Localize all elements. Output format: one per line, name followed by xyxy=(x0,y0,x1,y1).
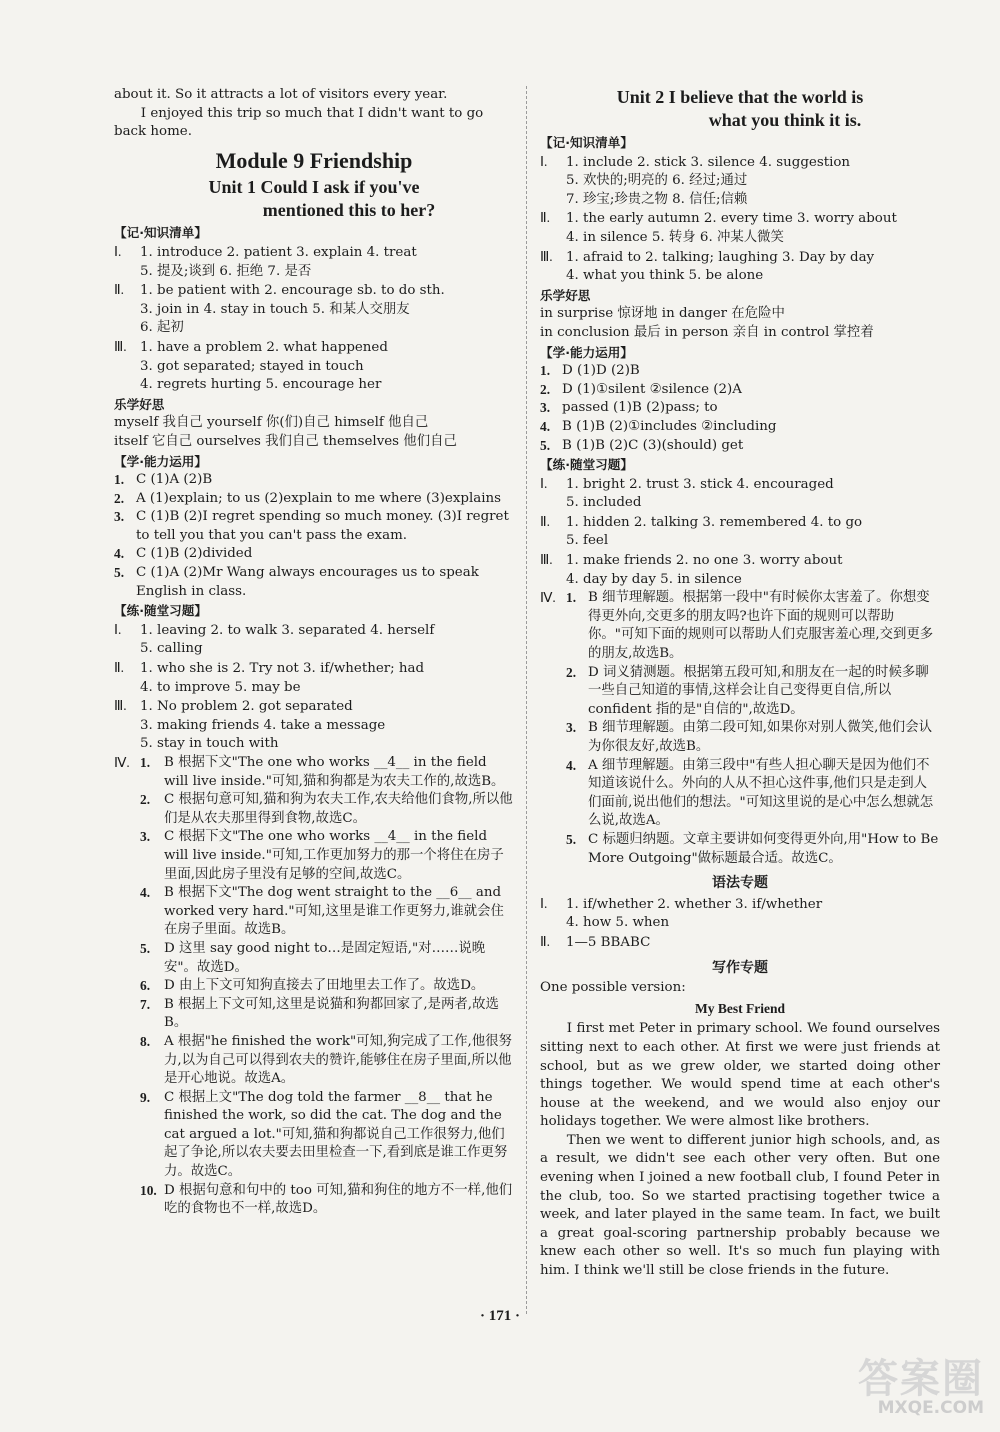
unit1-title-line1: Unit 1 Could I ask if you've xyxy=(208,177,420,198)
section-lian-heading: 【练·随堂习题】 xyxy=(540,457,633,473)
list-item xyxy=(540,267,940,286)
list-item xyxy=(114,281,514,301)
list-item xyxy=(540,532,940,551)
answer-text: 5. feel xyxy=(566,533,609,549)
unit2-title-line1: Unit 2 I believe that the world is xyxy=(616,87,864,107)
essay-paragraph: I first met Peter in primary school. We found ourselves sitting next to each other. At first we were just friends at school, but as we grew older, we started doing other things together. We would spend time at each other's house at the weekend, and we would also enjoy our holidays together. We were almost like brothers. xyxy=(540,1021,940,1130)
list-item xyxy=(540,475,940,495)
list-item xyxy=(114,301,514,320)
list-item xyxy=(540,571,940,590)
section-ji-heading: 【记·知识清单】 xyxy=(540,135,633,150)
list-item xyxy=(540,719,940,756)
answer-text: D 由上下文可知狗直接去了田地里去工作了。故选D。 xyxy=(164,978,485,994)
unit1-title xyxy=(114,176,514,222)
watermark xyxy=(858,1347,984,1418)
list-item xyxy=(114,828,514,884)
list-item xyxy=(540,513,940,533)
list-item xyxy=(540,589,940,663)
watermark-url: MXQE.COM xyxy=(877,1398,984,1418)
list-item xyxy=(540,933,940,953)
list-item xyxy=(540,209,940,229)
item-number: 1. xyxy=(114,472,125,488)
list-item xyxy=(114,471,514,490)
answer-text: 1. introduce 2. patient 3. explain 4. treat xyxy=(140,244,417,260)
item-number: 5. xyxy=(114,565,125,581)
right-column xyxy=(540,86,940,1281)
answer-text: 4. what you think 5. be alone xyxy=(566,268,764,284)
list-item xyxy=(114,884,514,940)
roman-numeral: Ⅰ. xyxy=(540,475,548,491)
answer-text: 5. 提及;谈到 6. 拒绝 7. 是否 xyxy=(140,263,312,279)
unit2-title-line2: what you think it is. xyxy=(708,110,862,130)
list-item xyxy=(114,376,514,395)
answer-text: D (1)D (2)B xyxy=(562,363,640,379)
roman-numeral: Ⅲ. xyxy=(114,338,127,354)
list-item xyxy=(540,831,940,868)
list-item xyxy=(114,659,514,679)
answer-text: 5. calling xyxy=(140,641,203,657)
answer-text: 4. day by day 5. in silence xyxy=(566,571,742,587)
item-number: 5. xyxy=(566,831,577,847)
list-item xyxy=(114,490,514,509)
list-item xyxy=(114,1182,514,1219)
item-number: 4. xyxy=(566,757,577,773)
list-item: itself 它自己 ourselves 我们自己 themselves 他们自己 xyxy=(114,433,457,449)
list-item xyxy=(540,418,940,437)
roman-numeral: Ⅲ. xyxy=(114,698,127,714)
answer-text: 1. the early autumn 2. every time 3. worry about xyxy=(566,211,897,227)
section-lian-heading: 【练·随堂习题】 xyxy=(114,603,207,619)
item-number: 10. xyxy=(140,1182,157,1198)
item-number: 2. xyxy=(114,490,125,506)
iv-list xyxy=(114,754,514,1219)
answer-text: C (1)A (2)B xyxy=(136,472,213,488)
answer-text: 1. afraid to 2. talking; laughing 3. Day by day xyxy=(566,249,875,265)
list-item xyxy=(114,940,514,977)
answer-text: 1. make friends 2. no one 3. worry about xyxy=(566,553,843,569)
section-xue-heading: 【学·能力运用】 xyxy=(114,453,207,469)
list-item xyxy=(114,640,514,659)
answer-text: C 根据句意可知,猫和狗为农夫工作,农夫给他们食物,所以他们是从农夫那里得到食物,故选C。 xyxy=(164,792,513,826)
answer-text: C (1)A (2)Mr Wang always encourages us to speak English in class. xyxy=(136,565,479,599)
answer-text: 4. regrets hurting 5. encourage her xyxy=(140,377,382,393)
answer-text: D 根据句意和句中的 too 可知,猫和狗住的地方不一样,他们吃的食物也不一样,故选D。 xyxy=(164,1182,513,1217)
answer-text: 1. bright 2. trust 3. stick 4. encouraged xyxy=(566,476,834,492)
roman-numeral: Ⅲ. xyxy=(540,248,553,264)
answer-text: B 细节理解题。由第二段可知,如果你对别人微笑,他们会认为你很友好,故选B。 xyxy=(588,720,932,754)
item-number: 1. xyxy=(540,363,551,379)
list-item xyxy=(114,754,514,791)
answer-text: 4. in silence 5. 转身 6. 冲某人微笑 xyxy=(566,229,784,245)
roman-numeral: Ⅰ. xyxy=(540,895,548,911)
list-item xyxy=(540,362,940,381)
list-item xyxy=(114,996,514,1033)
answer-text: 3. making friends 4. take a message xyxy=(140,717,386,733)
answer-text: A 细节理解题。由第三段中"有些人担心聊天是因为他们不知道该说什么。外向的人从不担心这件事,他们只是走到人们面前,说出他们的想法。"可知这里说的是心中怎么想就怎么说,故选A。 xyxy=(588,757,934,829)
answer-text: 1. have a problem 2. what happened xyxy=(140,339,388,355)
roman-numeral: Ⅱ. xyxy=(114,282,124,298)
list-item xyxy=(114,545,514,564)
answer-text: 5. 欢快的;明亮的 6. 经过;通过 xyxy=(566,173,748,189)
item-number: 9. xyxy=(140,1089,151,1105)
item-number: 5. xyxy=(140,940,151,956)
item-number: 3. xyxy=(114,509,125,525)
answer-text: 3. join in 4. stay in touch 5. 和某人交朋友 xyxy=(140,301,410,317)
list-item xyxy=(114,717,514,736)
answer-text: 4. to improve 5. may be xyxy=(140,679,301,695)
answer-text: A 根据"he finished the work"可知,狗完成了工作,他很努力,以为自己可以得到农夫的赞许,能够住在房子里面,所以他是开心地说。故选A。 xyxy=(164,1033,512,1087)
roman-numeral: Ⅰ. xyxy=(114,621,122,637)
answer-text: C 根据下文"The one who works __4__ in the field will live inside."可知,工作更加努力的那一个将住在房子里面,因此房子里没有足够的空间,故选C。 xyxy=(164,829,504,882)
item-number: 4. xyxy=(140,885,151,901)
list-item xyxy=(114,508,514,545)
list-item xyxy=(540,248,940,268)
list-item xyxy=(114,358,514,377)
list-item xyxy=(114,338,514,358)
answer-text: A (1)explain; to us (2)explain to me where (3)explains xyxy=(136,490,502,506)
roman-numeral: Ⅱ. xyxy=(540,933,550,949)
answer-text: 1. hidden 2. talking 3. remembered 4. to go xyxy=(566,514,863,530)
section-ji-heading: 【记·知识清单】 xyxy=(114,225,207,241)
list-item xyxy=(114,1033,514,1089)
ji-list xyxy=(114,243,514,395)
roman-numeral: Ⅱ. xyxy=(540,513,550,529)
answer-text: B 根据下文"The dog went straight to the __6__ and worked very hard."可知,这里是谁工作更努力,谁就会住在房子里面。故选B。 xyxy=(164,885,504,938)
list-item xyxy=(114,1089,514,1182)
item-number: 7. xyxy=(140,996,151,1012)
module-title: Module 9 Friendship xyxy=(215,147,413,173)
answer-text: B (1)B (2)C (3)(should) get xyxy=(562,437,744,453)
answer-text: C (1)B (2)I regret spending so much money. (3)I regret to tell you that you can't pass the exam. xyxy=(136,509,509,543)
item-number: 1. xyxy=(140,755,151,770)
list-item xyxy=(540,399,940,418)
answer-text: D 词义猜测题。根据第五段可知,和朋友在一起的时候多聊一些自己知道的事情,这样会让自己变得更自信,所以 confident 指的是"自信的",故选D。 xyxy=(588,664,929,717)
list-item xyxy=(540,551,940,571)
answer-text: 3. got separated; stayed in touch xyxy=(140,358,364,374)
list-item xyxy=(114,977,514,996)
item-number: 4. xyxy=(540,418,551,434)
roman-numeral: Ⅱ. xyxy=(540,210,550,226)
answer-text: 1. No problem 2. got separated xyxy=(140,699,353,715)
list-item xyxy=(540,895,940,915)
answer-text: 1. include 2. stick 3. silence 4. suggestion xyxy=(566,154,851,170)
list-item xyxy=(114,621,514,641)
roman-numeral: Ⅰ. xyxy=(114,243,122,259)
answer-text: 5. stay in touch with xyxy=(140,736,279,752)
answer-text: C 根据上文"The dog told the farmer __8__ that he finished the work, so did the cat. The dog and the cat argued a lot."可知,猫和狗都说自己工作很努力,他们起了争论,所以农夫要去田里检查一下,看到底是谁工作更努力。故选C。 xyxy=(164,1089,508,1180)
page-number: · 171 · xyxy=(479,1308,520,1324)
roman-numeral: Ⅲ. xyxy=(540,552,553,568)
column-divider xyxy=(526,86,527,1314)
list-item xyxy=(114,243,514,263)
item-number: 8. xyxy=(140,1033,151,1049)
intro-line-1: about it. So it attracts a lot of visitors every year. xyxy=(114,87,448,102)
intro-line-2: I enjoyed this trip so much that I didn't want to go back home. xyxy=(114,105,484,140)
list-item xyxy=(114,564,514,601)
section-le-heading: 乐学好思 xyxy=(540,287,591,303)
list-item xyxy=(114,263,514,282)
list-item: in surprise 惊讶地 in danger 在危险中 xyxy=(540,306,785,322)
answer-text: B (1)B (2)①includes ②including xyxy=(562,418,777,434)
roman-numeral: Ⅰ. xyxy=(540,153,548,169)
roman-numeral: Ⅳ. xyxy=(540,590,556,606)
essay-paragraph: Then we went to different junior high schools, and, as a result, we didn't see each other very often. But one evening when I joined a new football club, I found Peter in the club, too. So we started practising together twice a week, and later played in the same team. In fact, we built a great goal-scoring partnership probably because we knew each other so well. It's so much fun playing with him. I think we'll still be close friends in the future. xyxy=(540,1132,940,1279)
item-number: 2. xyxy=(140,792,151,808)
list-item xyxy=(540,494,940,513)
answer-text: 7. 珍宝;珍贵之物 8. 信任;信赖 xyxy=(566,191,748,207)
answer-text: D (1)①silent ②silence (2)A xyxy=(562,381,742,397)
item-number: 5. xyxy=(540,437,551,453)
item-number: 2. xyxy=(540,381,551,397)
list-item xyxy=(114,697,514,717)
list-item xyxy=(540,229,940,248)
item-number: 3. xyxy=(140,829,151,845)
list-item xyxy=(540,757,940,831)
answer-text: 1. be patient with 2. encourage sb. to do sth. xyxy=(140,283,445,299)
list-item: myself 我自己 yourself 你(们)自己 himself 他自己 xyxy=(114,415,429,431)
grammar-heading: 语法专题 xyxy=(712,875,768,892)
list-item xyxy=(540,914,940,933)
answer-text: 6. 起初 xyxy=(140,320,184,336)
answer-text: D 这里 say good night to…是固定短语,"对……说晚安"。故选D。 xyxy=(164,940,486,975)
answer-text: B 根据上下文可知,这里是说猫和狗都回家了,是两者,故选B。 xyxy=(164,996,499,1031)
roman-numeral: Ⅱ. xyxy=(114,660,124,676)
list-item xyxy=(114,679,514,698)
answer-text: 1. who she is 2. Try not 3. if/whether; had xyxy=(140,661,425,677)
left-column xyxy=(114,86,514,1219)
answer-text: 5. included xyxy=(566,495,642,511)
item-number: 2. xyxy=(566,664,577,680)
watermark-logo: 答案圈 xyxy=(858,1356,984,1402)
answer-text: 1—5 BBABC xyxy=(566,934,651,950)
list-item xyxy=(540,381,940,400)
answer-text: passed (1)B (2)pass; to xyxy=(562,400,718,416)
answer-text: 1. leaving 2. to walk 3. separated 4. herself xyxy=(140,622,435,638)
answer-text: C 标题归纳题。文章主要讲如何变得更外向,用"How to Be More Outgoing"做标题最合适。故选C。 xyxy=(588,831,939,866)
answer-text: 4. how 5. when xyxy=(566,915,670,931)
answer-text: C (1)B (2)divided xyxy=(136,546,253,562)
answer-text: B 根据下文"The one who works __4__ in the field will live inside."可知,猫和狗都是为农夫工作的,故选B。 xyxy=(164,755,505,789)
list-item xyxy=(114,319,514,338)
item-number: 6. xyxy=(140,978,151,994)
item-number: 3. xyxy=(566,720,577,736)
list-item: in conclusion 最后 in person 亲自 in control 掌控着 xyxy=(540,324,874,340)
essay-body xyxy=(540,1020,940,1280)
unit2-title xyxy=(540,86,940,132)
answer-text: 1. if/whether 2. whether 3. if/whether xyxy=(566,896,823,912)
list-item xyxy=(540,172,940,191)
list-item xyxy=(114,735,514,754)
answer-text: B 细节理解题。根据第一段中"有时候你太害羞了。你想变得更外向,交更多的朋友吗?也许下面的规则可以帮助你。"可知下面的规则可以帮助人们克服害羞心理,交到更多的朋友,故选B。 xyxy=(588,590,934,662)
section-xue-heading: 【学·能力运用】 xyxy=(540,344,633,360)
essay-title: My Best Friend xyxy=(695,1000,785,1016)
item-number: 4. xyxy=(114,546,125,562)
list-item xyxy=(540,664,940,720)
item-number: 3. xyxy=(540,400,551,416)
roman-numeral: Ⅳ. xyxy=(114,755,130,770)
writing-intro: One possible version: xyxy=(540,980,686,996)
unit1-title-line2: mentioned this to her? xyxy=(262,200,436,221)
list-item xyxy=(540,153,940,173)
writing-heading: 写作专题 xyxy=(712,959,768,976)
item-number: 1. xyxy=(566,590,577,606)
list-item xyxy=(540,191,940,210)
list-item xyxy=(114,791,514,828)
section-le-heading: 乐学好思 xyxy=(114,396,165,412)
list-item xyxy=(540,437,940,456)
